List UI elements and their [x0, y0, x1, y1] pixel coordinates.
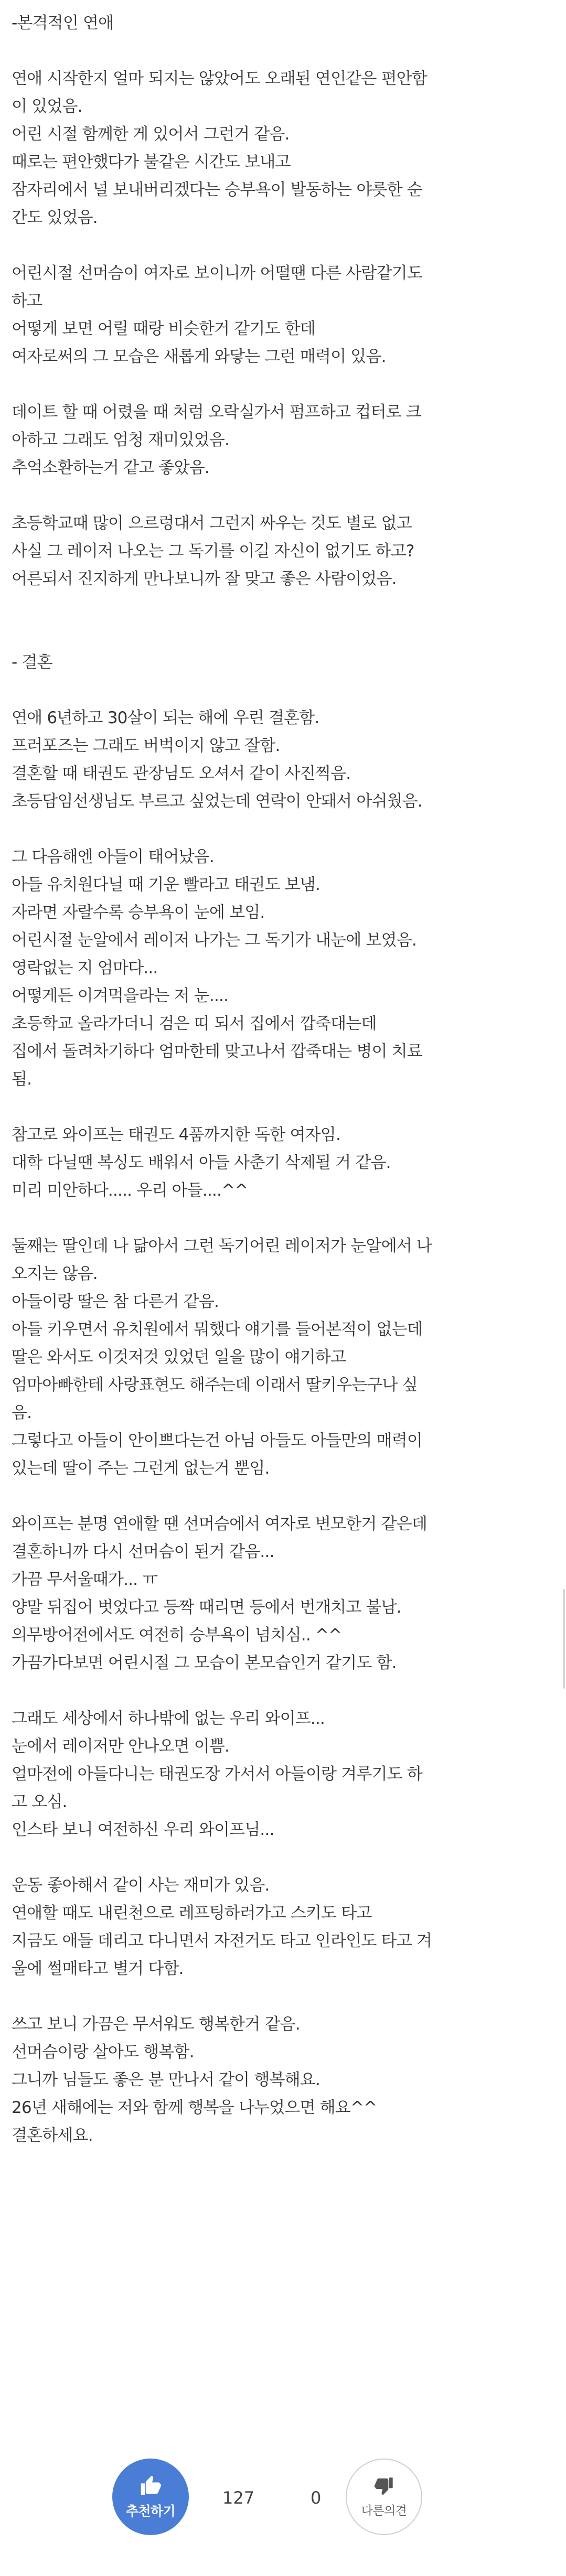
text-line: 참고로 와이프는 태권도 4품까지한 독한 여자임. [12, 1125, 341, 1144]
thumbs-down-icon [373, 2476, 394, 2497]
text-line: 가끔가다보면 어린시절 그 모습이 본모습인거 같기도 함. [12, 1654, 397, 1672]
text-line: 하고 [12, 292, 42, 310]
text-line: 의무방어전에서도 여전히 승부욕이 넘치심.. ^^ [12, 1626, 342, 1645]
text-line: 그렇다고 아들이 안이쁘다는건 아님 아들도 아들만의 매력이 [12, 1431, 422, 1450]
paragraph [12, 65, 552, 232]
section-heading: - 결혼 [12, 653, 52, 672]
paragraph [12, 1232, 552, 1483]
paragraph-spacer [12, 37, 552, 65]
text-line: 여자로써의 그 모습은 새롭게 와닿는 그런 매력이 있음. [12, 347, 386, 366]
thumbs-up-icon [139, 2474, 162, 2497]
text-line: 그래도 세상에서 하나밖에 없는 우리 와이프... [12, 1709, 325, 1728]
text-line: 자라면 자랄수록 승부욕이 눈에 보임. [12, 903, 265, 922]
paragraph [12, 843, 552, 1093]
article-body [12, 9, 552, 2150]
text-line: 어떻게든 이겨먹을라는 저 눈.... [12, 986, 229, 1005]
recommend-button[interactable] [112, 2459, 189, 2535]
text-line: 결혼하세요. [12, 2126, 93, 2145]
text-line: 있는데 딸이 주는 그런게 없는거 뿐임. [12, 1459, 270, 1478]
paragraph-spacer [12, 1844, 552, 1872]
text-line: 이 있었음. [12, 97, 82, 116]
text-line: 연애 6년하고 30살이 되는 해에 우린 결혼함. [12, 709, 319, 727]
text-line: 사실 그 레이저 나오는 그 독기를 이길 자신이 없기도 하고? [12, 542, 414, 561]
text-line: 선머슴이랑 살아도 행복함. [12, 2043, 194, 2062]
text-line: 음. [12, 1403, 32, 1422]
paragraph-spacer [12, 1677, 552, 1705]
text-line: 결혼하니까 다시 선머슴이 된거 같음... [12, 1542, 274, 1561]
text-line: 데이트 할 때 어렸을 때 처럼 오락실가서 펌프하고 컵터로 크 [12, 403, 421, 422]
text-line: 얼마전에 아들다니는 태권도장 가서서 아들이랑 겨루기도 하 [12, 1765, 422, 1784]
scrollbar-thumb[interactable] [563, 1589, 565, 1689]
paragraph [12, 510, 552, 593]
text-line: 아들 유치원다닐 때 기운 빨라고 태권도 보냄. [12, 875, 321, 894]
text-line: 연애 시작한지 얼마 되지는 않았어도 오래된 연인같은 편안함 [12, 69, 428, 88]
paragraph-spacer [12, 1483, 552, 1510]
text-line: 쓰고 보니 가끔은 무서워도 행복한거 같음. [12, 2015, 300, 2034]
text-line: 대학 다닐땐 복싱도 배워서 아들 사춘기 삭제될 거 같음. [12, 1153, 391, 1172]
paragraph [12, 260, 552, 371]
text-line: 초등학교때 많이 으르렁대서 그런지 싸우는 것도 별로 없고 [12, 514, 412, 533]
text-line: 오지는 않음. [12, 1264, 98, 1283]
paragraph-spacer [12, 815, 552, 843]
text-line: 지금도 애들 데리고 다니면서 자전거도 타고 인라인도 타고 겨 [12, 1931, 432, 1950]
text-line: 인스타 보니 여전하신 우리 와이프님... [12, 1820, 274, 1839]
recommend-label: 추천하기 [125, 2504, 176, 2519]
text-line: 초등담임선생님도 부르고 싶었는데 연락이 안돼서 아쉬웠음. [12, 792, 422, 811]
text-line: 그니까 님들도 좋은 분 만나서 같이 행복해요. [12, 2070, 321, 2089]
paragraph-spacer [12, 1205, 552, 1232]
section-heading: -본격적인 연애 [12, 14, 114, 33]
text-line: 그 다음해엔 아들이 태어났음. [12, 847, 214, 866]
text-line: 결혼할 때 태권도 관장님도 오셔서 같이 사진찍음. [12, 764, 351, 783]
text-line: 추억소환하는거 같고 좋았음. [12, 458, 209, 477]
text-line: 어린 시절 함께한 게 있어서 그런거 같음. [12, 125, 290, 144]
text-line: 딸은 와서도 이것저것 있었던 일을 많이 얘기하고 [12, 1348, 346, 1367]
paragraph-spacer [12, 677, 552, 704]
paragraph-spacer [12, 1983, 552, 2011]
paragraph [12, 2011, 552, 2150]
text-line: 둘째는 딸인데 나 닮아서 그런 독기어린 레이저가 눈알에서 나 [12, 1237, 432, 1255]
text-line: 연애할 때도 내린천으로 레프팅하러가고 스키도 타고 [12, 1904, 372, 1923]
paragraph [12, 1510, 552, 1677]
text-line: 울에 썰매타고 별거 다함. [12, 1959, 184, 1978]
oppose-count: 0 [311, 2488, 322, 2508]
text-line: 26년 새해에는 저와 함께 행복을 나누었으면 해요^^ [12, 2098, 377, 2117]
paragraph [12, 399, 552, 482]
text-line: 프러포즈는 그래도 버벅이지 않고 잘함. [12, 736, 280, 755]
text-line: 어른되서 진지하게 만나보니까 잘 맞고 좋은 사람이었음. [12, 570, 397, 588]
text-line: 어떻게 보면 어릴 때랑 비슷한거 같기도 한데 [12, 319, 315, 338]
paragraph-spacer [12, 482, 552, 510]
paragraph [12, 704, 552, 815]
text-line: 엄마아빠한테 사랑표현도 해주는데 이래서 딸키우는구나 싶 [12, 1376, 418, 1394]
text-line: 집에서 돌려차기하다 엄마한테 맞고나서 깝죽대는 병이 치료 [12, 1042, 422, 1061]
text-line: 가끔 무서울때가... ㅠ [12, 1570, 158, 1589]
text-line: 아하고 그래도 엄청 재미있었음. [12, 431, 230, 449]
text-line: 와이프는 분명 연애할 땐 선머슴에서 여자로 변모한거 같은데 [12, 1515, 428, 1533]
paragraph [12, 1705, 552, 1844]
text-line: 어린시절 눈알에서 레이저 나가는 그 독기가 내눈에 보였음. [12, 931, 417, 950]
text-line: 어린시절 선머슴이 여자로 보이니까 어떨땐 다른 사람같기도 [12, 264, 422, 283]
text-line: 간도 있었음. [12, 208, 98, 227]
text-line: 아들 키우면서 유치원에서 뭐했다 얘기를 들어본적이 없는데 [12, 1320, 422, 1339]
text-line: 때로는 편안했다가 불같은 시간도 보내고 [12, 153, 291, 171]
oppose-label: 다른의견 [361, 2504, 407, 2518]
text-line: 눈에서 레이저만 안나오면 이쁨. [12, 1737, 230, 1756]
text-line: 영락없는 지 엄마다... [12, 959, 158, 978]
vote-bar [0, 2444, 566, 2549]
text-line: 양말 뒤집어 벗었다고 등짝 때리면 등에서 번개치고 불남. [12, 1598, 401, 1617]
paragraph [12, 1121, 552, 1205]
scrollbar[interactable] [563, 0, 566, 2576]
text-line: 초등학교 올라가더니 검은 띠 되서 집에서 깝죽대는데 [12, 1014, 377, 1033]
text-line: 아들이랑 딸은 참 다른거 같음. [12, 1292, 219, 1311]
text-line: 됨. [12, 1070, 32, 1089]
text-line: 잠자리에서 널 보내버리겠다는 승부욕이 발동하는 야릇한 순 [12, 180, 422, 199]
paragraph-spacer [12, 371, 552, 399]
paragraph [12, 1872, 552, 1983]
text-line: 운동 좋아해서 같이 사는 재미가 있음. [12, 1876, 270, 1895]
text-line: 미리 미안하다..... 우리 아들....^^ [12, 1181, 248, 1200]
text-line: 고 오심. [12, 1793, 67, 1811]
paragraph-spacer [12, 1093, 552, 1121]
oppose-button[interactable] [346, 2459, 422, 2535]
recommend-count: 127 [222, 2488, 255, 2508]
paragraph-spacer [12, 232, 552, 260]
section-spacer [12, 593, 552, 649]
